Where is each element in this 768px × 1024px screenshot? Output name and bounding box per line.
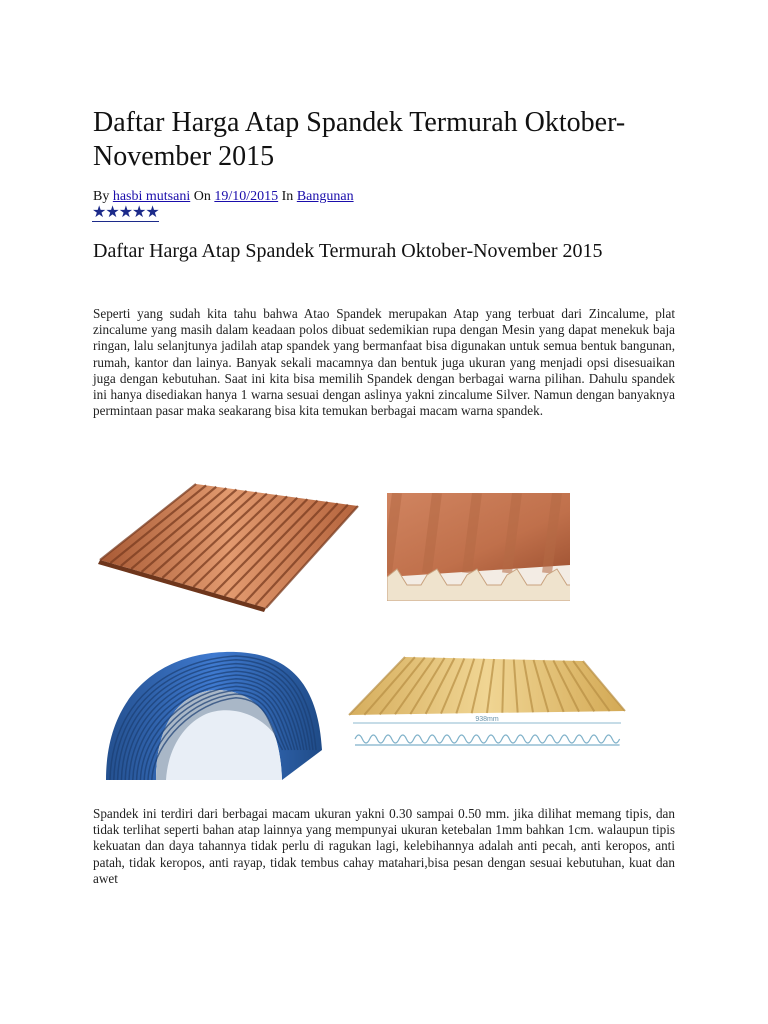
article-subtitle: Daftar Harga Atap Spandek Termurah Oktober-November 2015 — [93, 240, 603, 262]
post-meta — [93, 188, 354, 205]
spandek-profile-closeup-image — [387, 493, 570, 601]
paragraph-intro: Seperti yang sudah kita tahu bahwa Atao Spandek merupakan Atap yang terbuat dari Zincalume, plat zincalume yang masih dalam keadaan polos dibuat sedemikian rupa dengan Mesin yang dapat menekuk baja ringan, lalu selanjtunya jadilah atap spandek yang bermanfaat bisa digunakan untuk semua bentuk bangunan, rumah, kantor dan lainya. Banyak sekali macamnya dan bentuk juga ukuran yang menjadi opsi disesuaikan juga dengan kebutuhan. Saat ini kita bisa memilih Spandek dengan berbagai warna pilihan. Dahulu spandek ini hanya disediakan hanya 1 warna sesuai dengan aslinya yakni zincalume Silver. Namun dengan banyaknya permintaan pasar maka seakarang bisa kita temukan berbagai macam warna spandek. — [93, 306, 675, 419]
meta-on-label: On — [193, 189, 211, 204]
meta-in-label: In — [281, 189, 294, 204]
author-link[interactable]: hasbi mutsani — [112, 189, 191, 204]
date-link[interactable]: 19/10/2015 — [214, 189, 279, 204]
page-title: Daftar Harga Atap Spandek Termurah Oktober-November 2015 — [93, 107, 626, 172]
paragraph-sizes: Spandek ini terdiri dari berbagai macam ukuran yakni 0.30 sampai 0.50 mm. jika dilihat memang tipis, dan tidak terlihat seperti bahan atap lainnya yang mempunyai ukuran ketebalan 1mm bahkan 1cm. walaupun tipis kekuatan dan daya tahannya tidak perlu di ragukan lagi, kelebihannya adalah anti pecah, anti keropos, anti patah, tidak keropos, anti rayap, tidak tembus cahay matahari,bisa pesan dengan sesuai kebutuhan, kuat dan awet — [93, 806, 675, 886]
gold-spandek-dimension-image — [345, 655, 630, 755]
blue-arched-spandek-image — [96, 640, 326, 785]
star-rating[interactable] — [92, 205, 159, 222]
category-link[interactable]: Bangunan — [296, 189, 354, 204]
meta-by-label: By — [93, 189, 110, 204]
dimension-label: 938mm — [475, 716, 499, 723]
copper-spandek-sheet-image — [96, 478, 361, 613]
star-icons: ★★★★★ — [92, 204, 159, 221]
